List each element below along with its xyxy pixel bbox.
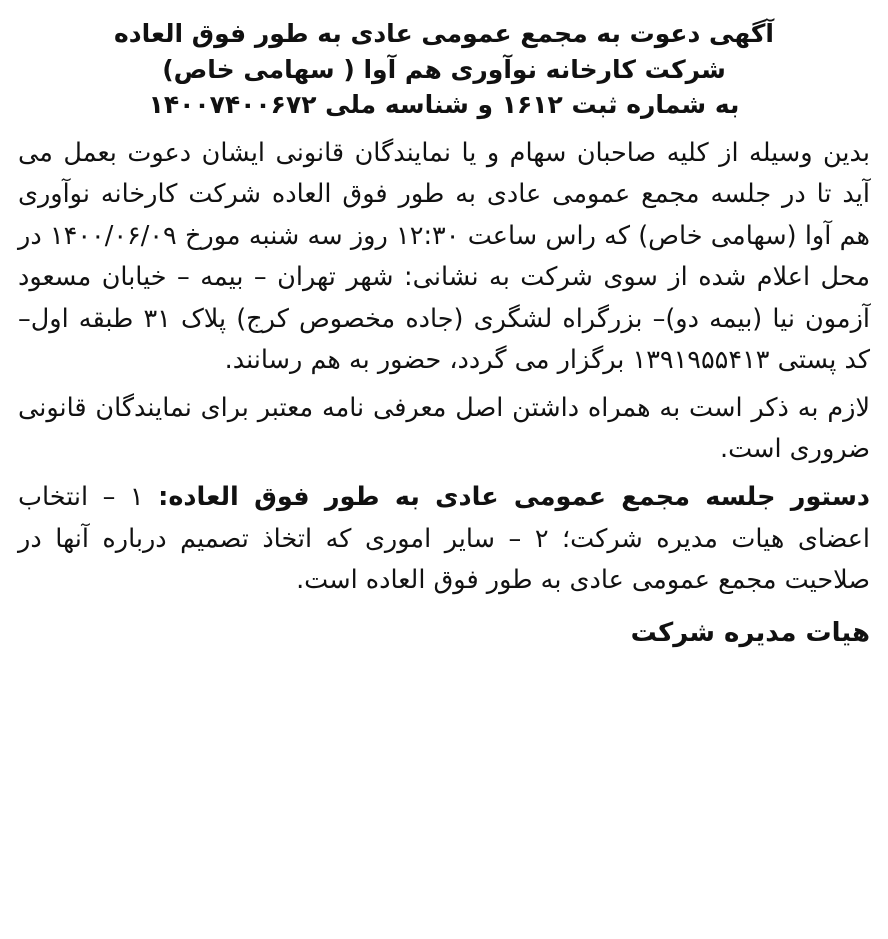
agenda-heading: دستور جلسه مجمع عمومی عادی به طور فوق العاده:: [158, 482, 871, 512]
notice-title-line-1: آگهی دعوت به مجمع عمومی عادی به طور فوق العاده: [114, 19, 774, 48]
agenda-items: ۱ – انتخاب اعضای هیات مدیره شرکت؛ ۲ – سایر اموری که اتخاذ تصمیم درباره آنها در صلاحیت مجمع عمومی عادی به طور فوق العاده است.: [18, 482, 870, 596]
agenda-paragraph: [18, 477, 870, 602]
notice-title: [18, 16, 870, 123]
signature-line: هیات مدیره شرکت: [630, 617, 870, 648]
notice-title-line-2: شرکت کارخانه نوآوری هم آوا ( سهامی خاص): [162, 54, 726, 84]
invitation-body-paragraph: بدین وسیله از کلیه صاحبان سهام و یا نمایندگان قانونی ایشان دعوت بعمل می آید تا در جلسه مجمع عمومی عادی به طور فوق العاده شرکت کارخانه نوآوری هم آوا (سهامی خاص) که راس ساعت ۱۲:۳۰ روز سه شنبه مورخ ۱۴۰۰/۰۶/۰۹ در محل اعلام شده از سوی شرکت به نشانی: شهر تهران – بیمه – خیابان مسعود آزمون نیا (بیمه دو)– بزرگراه لشگری (جاده مخصوص کرج) پلاک ۳۱ طبقه اول– کد پستی ۱۳۹۱۹۵۵۴۱۳ برگزار می گردد، حضور به هم رسانند.: [18, 137, 870, 376]
notice-title-line-3: به شماره ثبت ۱۶۱۲ و شناسه ملی ۱۴۰۰۷۴۰۰۶۷۲: [148, 90, 740, 119]
representation-note-paragraph: لازم به ذکر است به همراه داشتن اصل معرفی نامه معتبر برای نمایندگان قانونی ضروری است.: [18, 392, 870, 465]
